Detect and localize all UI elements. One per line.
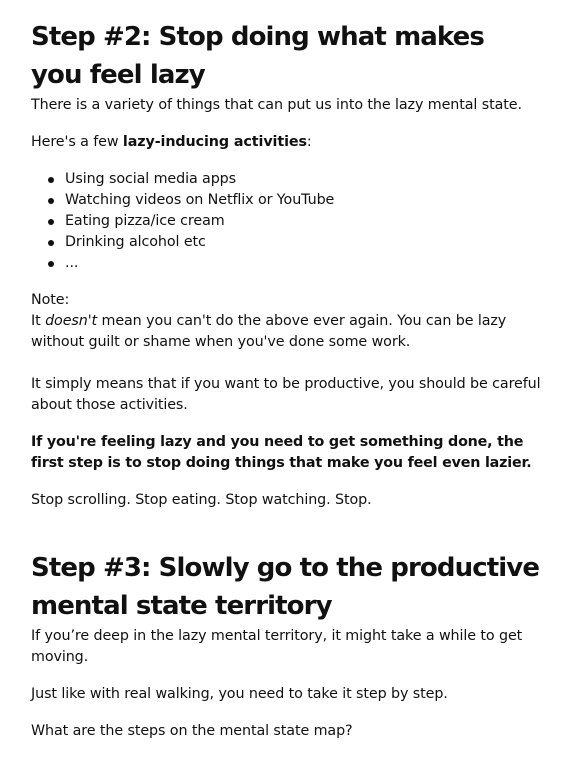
note-paragraph-1 [31, 311, 541, 353]
bullet-icon [48, 240, 54, 246]
list-item-text: Eating pizza/ice cream [65, 213, 225, 229]
list-item [31, 253, 541, 274]
list-item [31, 190, 541, 211]
step-3-paragraph-2: Just like with real walking, you need to take it step by step. [31, 686, 448, 702]
step-2-intro: There is a variety of things that can put us into the lazy mental state. [31, 97, 522, 113]
key-takeaway: If you're feeling lazy and you need to get something done, the first step is to stop doing things that make you feel even lazier. [31, 434, 532, 471]
bullet-icon [48, 198, 54, 204]
activities-intro-suffix: : [306, 134, 312, 150]
list-item-text: ... [65, 255, 79, 271]
list-item [31, 169, 541, 190]
article-content [31, 0, 541, 758]
list-item-text: Watching videos on Netflix or YouTube [65, 192, 335, 208]
note-label: Note: [31, 292, 70, 308]
lazy-activities-list [31, 169, 541, 274]
note-suffix: mean you can't do the above ever again. You can be lazy without guilt or shame when you've done some work. [31, 313, 507, 350]
bullet-icon [48, 177, 54, 183]
activities-intro-prefix: Here's a few [31, 134, 123, 150]
note-emphasis: doesn't [45, 313, 98, 329]
step-3-paragraph-3: What are the steps on the mental state map? [31, 723, 353, 739]
list-item-text: Using social media apps [65, 171, 237, 187]
activities-intro [31, 132, 541, 153]
activities-intro-bold: lazy-inducing activities [122, 134, 307, 150]
bullet-icon [48, 219, 54, 225]
list-item-text: Drinking alcohol etc [65, 234, 206, 250]
note-prefix: It [31, 313, 46, 329]
bullet-icon [48, 261, 54, 267]
note-block [31, 290, 541, 353]
list-item [31, 211, 541, 232]
step-3-paragraph-1: If you’re deep in the lazy mental territory, it might take a while to get moving. [31, 628, 523, 665]
section-spacer [31, 527, 541, 549]
step-3-heading: Step #3: Slowly go to the productive mental state territory [31, 553, 540, 621]
list-item [31, 232, 541, 253]
note-paragraph-2: It simply means that if you want to be productive, you should be careful about those activities. [31, 376, 541, 413]
step-2-heading: Step #2: Stop doing what makes you feel lazy [31, 22, 484, 90]
closing-line: Stop scrolling. Stop eating. Stop watching. Stop. [31, 492, 372, 508]
